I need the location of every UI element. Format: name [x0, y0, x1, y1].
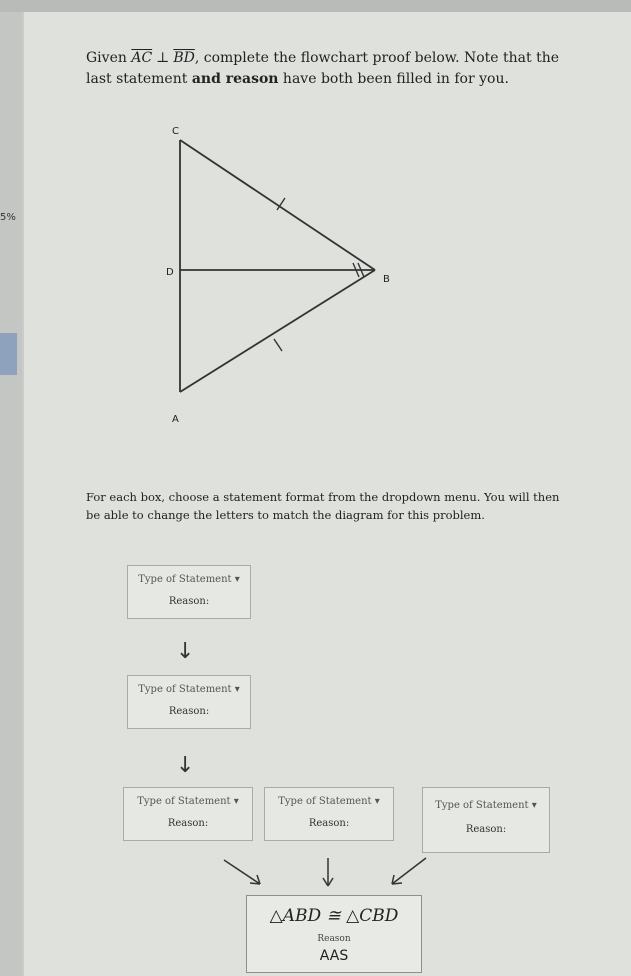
segment-ab	[180, 270, 375, 392]
problem-text-line2c: have both been filled in for you.	[278, 71, 509, 87]
converging-arrows	[220, 852, 430, 892]
problem-statement	[86, 48, 586, 90]
left-sidebar-strip	[0, 12, 22, 976]
final-reason: AAS	[319, 948, 349, 964]
top-bar	[0, 0, 631, 12]
reason-label: Reason:	[308, 818, 350, 829]
reason-label: Reason:	[167, 818, 209, 829]
diag-right-arrow-icon	[224, 860, 260, 884]
tick-mark-ab	[274, 339, 282, 351]
flowchart-box-1	[127, 565, 251, 619]
down-arrow-icon: ↓	[176, 639, 195, 664]
problem-text-line1: , complete the flowchart proof below. Note that the	[194, 50, 560, 66]
segment-bd: $\overline{BD}$	[173, 50, 195, 66]
segment-cb	[180, 140, 375, 270]
reason-label: Reason:	[168, 596, 210, 607]
statement-type-dropdown[interactable]: Type of Statement ▾	[138, 684, 240, 695]
zoom-fragment: 5%	[0, 212, 16, 223]
vertex-label-b: B	[383, 274, 390, 285]
vertex-label-c: C	[172, 126, 179, 137]
problem-text-line2a: last statement	[86, 71, 192, 87]
flowchart-box-3c	[422, 787, 550, 853]
statement-type-dropdown[interactable]: Type of Statement ▾	[435, 800, 537, 811]
reason-label: Reason:	[168, 706, 210, 717]
triangle-diagram	[150, 120, 410, 430]
perpendicular-symbol: ⊥	[156, 50, 170, 66]
statement-type-dropdown[interactable]: Type of Statement ▾	[278, 796, 380, 807]
final-statement-box	[246, 895, 422, 973]
problem-text-bold: and reason	[191, 71, 279, 87]
vertex-label-d: D	[166, 267, 174, 278]
final-statement: △ABD ≅ △CBD	[269, 906, 399, 926]
down-arrow-icon	[323, 858, 333, 886]
reason-label: Reason:	[465, 824, 507, 835]
statement-type-dropdown[interactable]: Type of Statement ▾	[137, 796, 239, 807]
segment-ac: $\overline{AC}$	[131, 50, 153, 66]
side-tab-button[interactable]	[0, 333, 17, 375]
down-arrow-icon: ↓	[176, 753, 195, 778]
statement-type-dropdown[interactable]: Type of Statement ▾	[138, 574, 240, 585]
diag-left-arrow-icon	[392, 858, 426, 884]
instructions-text: For each box, choose a statement format from the dropdown menu. You will then be able to change the letters to match the diagram for this problem.	[86, 490, 560, 522]
flowchart-box-2	[127, 675, 251, 729]
vertex-label-a: A	[172, 414, 179, 425]
flowchart-box-3b	[264, 787, 394, 841]
final-reason-label: Reason	[317, 934, 351, 944]
flowchart-box-3a	[123, 787, 253, 841]
given-word: Given	[86, 50, 127, 66]
